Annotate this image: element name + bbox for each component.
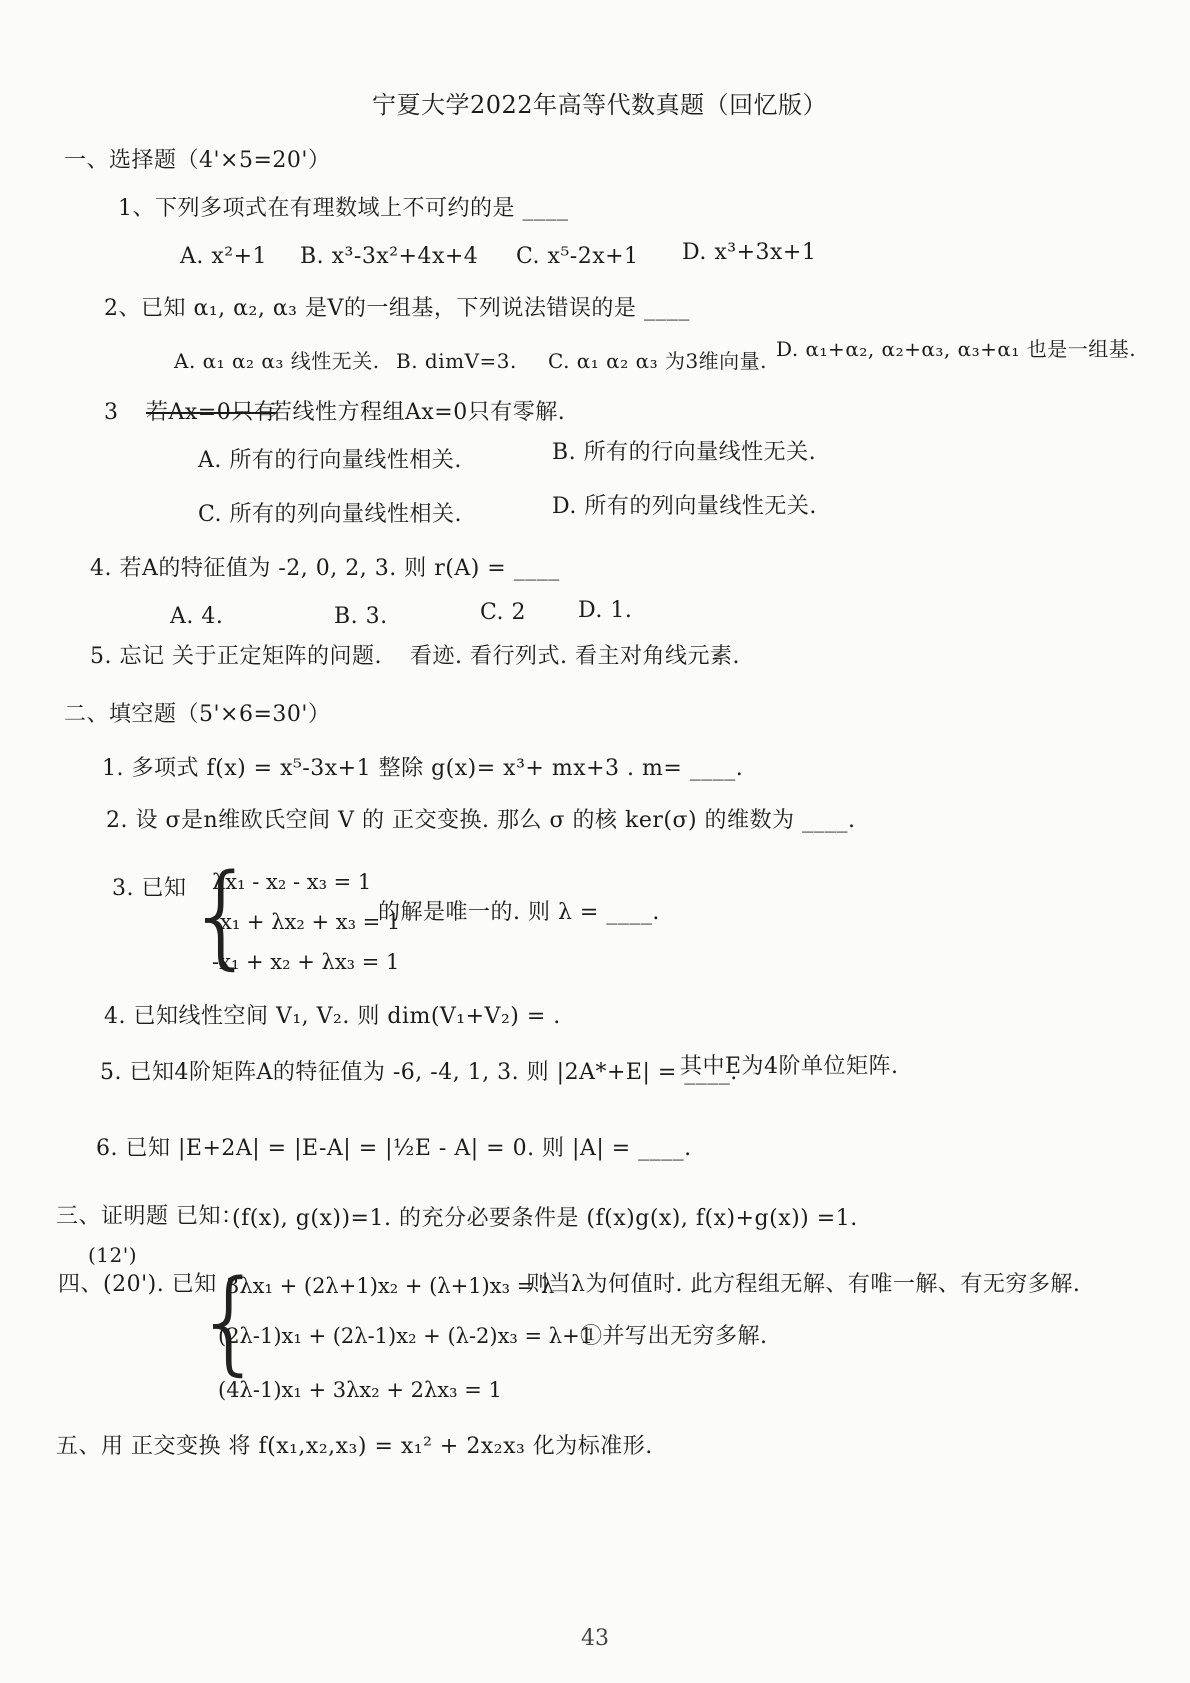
q1-4-option-b: B. 3. bbox=[334, 604, 388, 629]
section-4-equation-3: (4λ-1)x₁ + 3λx₂ + 2λx₃ = 1 bbox=[218, 1378, 502, 1402]
q2-3-label: 3. 已知 bbox=[112, 876, 187, 901]
q2-3-brace: { bbox=[186, 851, 258, 981]
q2-3-equation-1: λx₁ - x₂ - x₃ = 1 bbox=[212, 870, 372, 894]
q1-3-number: 3 bbox=[104, 400, 119, 425]
q2-2-text: 2. 设 σ是n维欧氏空间 V 的 正交变换. 那么 σ 的核 ker(σ) 的维数为 ____. bbox=[106, 808, 856, 833]
q1-2-option-c: C. α₁ α₂ α₃ 为3维向量. bbox=[548, 349, 768, 373]
q2-5-note: 其中E为4阶单位矩阵. bbox=[680, 1054, 899, 1079]
q1-2-option-d: D. α₁+α₂, α₂+α₃, α₃+α₁ 也是一组基. bbox=[776, 337, 1137, 361]
q1-5-stem: 5. 忘记 关于正定矩阵的问题. bbox=[90, 644, 382, 669]
section-3-body: (f(x), g(x))=1. 的充分必要条件是 (f(x)g(x), f(x)+g(x)) =1. bbox=[232, 1206, 858, 1231]
section-1-heading: 一、选择题（4'×5=20'） bbox=[64, 148, 331, 173]
q2-5-stem: 5. 已知4阶矩阵A的特征值为 -6, -4, 1, 3. 则 |2A*+E| = ____. bbox=[100, 1060, 738, 1085]
q1-2-option-a: A. α₁ α₂ α₃ 线性无关. bbox=[174, 349, 380, 373]
q1-1-option-b: B. x³-3x²+4x+4 bbox=[300, 244, 479, 269]
section-4-question-2: ①并写出无穷多解. bbox=[580, 1324, 768, 1349]
q2-6-text: 6. 已知 |E+2A| = |E-A| = |½E - A| = 0. 则 |A| = ____. bbox=[96, 1136, 692, 1161]
section-3-points: (12') bbox=[88, 1243, 138, 1267]
section-2-heading: 二、填空题（5'×6=30'） bbox=[64, 702, 331, 727]
q1-3-stem: 若线性方程组Ax=0只有零解. bbox=[270, 400, 566, 425]
section-4-question: 则当λ为何值时. 此方程组无解、有唯一解、有无穷多解. bbox=[526, 1272, 1081, 1297]
section-4-brace: { bbox=[194, 1257, 266, 1387]
q1-1-option-a: A. x²+1 bbox=[180, 244, 268, 269]
section-3-heading: 三、证明题 已知： bbox=[56, 1204, 244, 1229]
q1-1-option-c: C. x⁵-2x+1 bbox=[516, 244, 639, 269]
section-4-equation-1: 3λx₁ + (2λ+1)x₂ + (λ+1)x₃ = λ bbox=[226, 1274, 555, 1298]
q1-4-option-d: D. 1. bbox=[578, 598, 633, 623]
q1-3-option-a: A. 所有的行向量线性相关. bbox=[198, 448, 462, 473]
q2-4-text: 4. 已知线性空间 V₁, V₂. 则 dim(V₁+V₂) = . bbox=[104, 1004, 561, 1029]
q1-3-option-d: D. 所有的列向量线性无关. bbox=[552, 494, 817, 519]
page-number: 43 bbox=[581, 1626, 609, 1651]
exam-title: 宁夏大学2022年高等代数真题（回忆版） bbox=[372, 91, 828, 119]
q1-3-option-c: C. 所有的列向量线性相关. bbox=[198, 502, 463, 527]
q2-3-tail: 的解是唯一的. 则 λ = ____. bbox=[378, 900, 660, 925]
q1-5-note: 看迹. 看行列式. 看主对角线元素. bbox=[410, 644, 740, 669]
q1-2-stem: 2、已知 α₁, α₂, α₃ 是V的一组基，下列说法错误的是 ____ bbox=[104, 296, 690, 321]
q2-1-text: 1. 多项式 f(x) = x⁵-3x+1 整除 g(x)= x³+ mx+3 . m= ____. bbox=[102, 756, 744, 781]
q2-3-equation-2: x₁ + λx₂ + x₃ = 1 bbox=[220, 910, 401, 934]
q1-4-stem: 4. 若A的特征值为 -2, 0, 2, 3. 则 r(A) = ____ bbox=[90, 556, 560, 581]
section-5-text: 五、用 正交变换 将 f(x₁,x₂,x₃) = x₁² + 2x₂x₃ 化为标准形. bbox=[56, 1434, 653, 1459]
q1-1-stem: 1、下列多项式在有理数域上不可约的是 ____ bbox=[118, 196, 569, 221]
q2-3-equation-3: -x₁ + x₂ + λx₃ = 1 bbox=[212, 950, 400, 974]
q1-4-option-a: A. 4. bbox=[170, 604, 224, 629]
q1-4-option-c: C. 2 bbox=[480, 600, 527, 625]
q1-1-option-d: D. x³+3x+1 bbox=[682, 240, 817, 265]
q1-2-option-b: B. dimV=3. bbox=[396, 349, 517, 373]
section-4-equation-2: (2λ-1)x₁ + (2λ-1)x₂ + (λ-2)x₃ = λ+1 bbox=[218, 1324, 594, 1348]
q1-3-struck-text: 若Ax=0只有 bbox=[146, 400, 277, 425]
section-4-heading: 四、(20'). 已知 bbox=[58, 1272, 217, 1297]
q1-3-option-b: B. 所有的行向量线性无关. bbox=[552, 440, 817, 465]
